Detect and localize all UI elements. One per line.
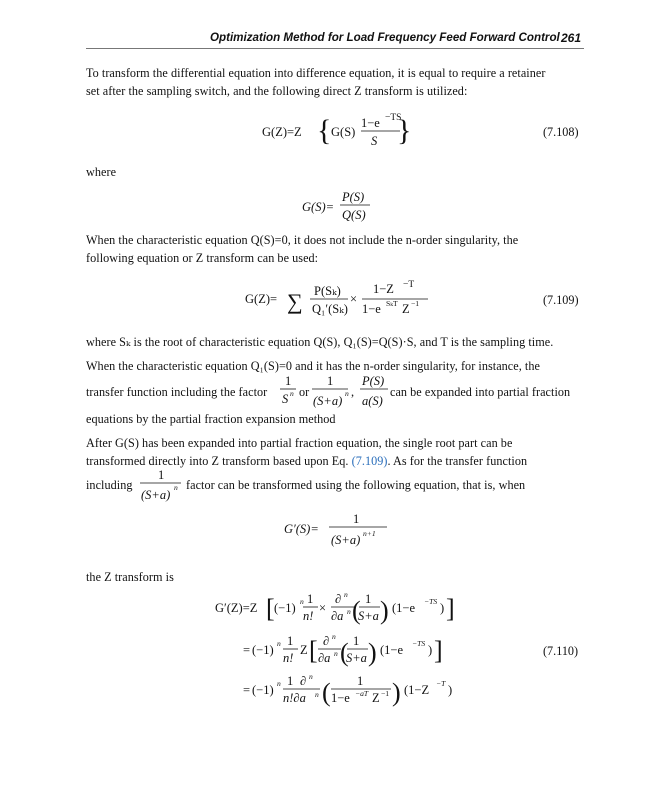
- factor4-den: (S+a): [141, 488, 171, 502]
- eq110-l1-open-paren: (: [352, 596, 361, 625]
- eq110-l1-close-bracket: ]: [446, 594, 455, 623]
- eq110-l2-partial-sup: n: [332, 632, 336, 641]
- eq110-l2-one: 1: [287, 634, 294, 648]
- eq110-l2-nsup: n: [277, 639, 281, 648]
- eq-gs-lhs: G(S)=: [302, 200, 335, 214]
- gprime-lhs: G′(S)=: [284, 522, 319, 536]
- factor2-den-sup: n: [345, 389, 349, 398]
- eq110-l3-den1: n!∂a: [283, 691, 306, 705]
- singularity-line-2-or: or: [299, 385, 310, 399]
- eq110-l2-neg1: (−1): [252, 643, 274, 657]
- gprime-num: 1: [353, 512, 360, 526]
- eq110-l3-frac-den-tail: Z: [372, 691, 380, 705]
- eq109-num2-sup: −T: [403, 280, 415, 290]
- char-eq-line-1: When the characteristic equation Q(S)=0, it does not include the n-order singularity, the: [86, 233, 519, 247]
- eq110-l1-partial-sup: n: [344, 590, 348, 599]
- eq110-l1-one: 1: [307, 592, 314, 606]
- eq109-den2-tail-sup: −1: [411, 299, 420, 308]
- eq110-l1-neg1: (−1): [274, 601, 296, 615]
- eq110-l2-close-bracket: ]: [434, 636, 443, 665]
- eq110-l2-tail-sup: −TS: [412, 639, 426, 648]
- eq110-l3-tail: (1−Z: [404, 683, 430, 697]
- intro-line-2: set after the sampling switch, and the following direct Z transform is utilized:: [86, 84, 468, 98]
- factor2-num: 1: [327, 374, 334, 388]
- eq110-l2-partial-den-sup: n: [334, 649, 338, 658]
- eq110-l3-neg1: (−1): [252, 683, 274, 697]
- eq110-l3-frac-num: 1: [357, 674, 364, 688]
- eq110-l2-z: Z: [300, 643, 308, 657]
- eq108-den: S: [371, 134, 378, 148]
- eq109-lhs: G(Z)=: [245, 292, 278, 306]
- eq108-close-brace: }: [397, 114, 412, 147]
- char-eq-line-2: following equation or Z transform can be used:: [86, 251, 319, 265]
- eq-label-7-109: (7.109): [543, 293, 579, 307]
- eq109-num2: 1−Z: [373, 282, 394, 296]
- intro-line-1: To transform the differential equation into difference equation, it is equal to require a retainer: [86, 66, 546, 80]
- eq110-l3-open-paren: (: [322, 678, 331, 707]
- factor1-den: S: [282, 392, 289, 406]
- roots-line: where Sₖ is the root of characteristic equation Q(S), Q₁(S)=Q(S)·S, and T is the sampling time.: [86, 335, 554, 349]
- eq110-l3-frac-den: 1−e: [331, 691, 350, 705]
- running-header-title: Optimization Method for Load Frequency Feed Forward Control: [210, 31, 560, 44]
- eq109-times: ×: [350, 292, 358, 306]
- eq-label-7-110: (7.110): [543, 644, 579, 658]
- eq110-l1-s-plus-a: S+a: [358, 609, 379, 623]
- eq108-lhs: G(Z)=Z: [262, 125, 302, 139]
- factor3-num: P(S): [362, 374, 385, 388]
- after-line-1: After G(S) has been expanded into partial fraction equation, the single root part can be: [86, 436, 513, 450]
- factor2-den: (S+a): [313, 394, 343, 408]
- eq108-gs: G(S): [331, 125, 356, 139]
- eq108-num-sup: −TS: [385, 113, 402, 123]
- page-number: 261: [561, 31, 582, 45]
- eq110-l2-open-paren: (: [340, 638, 349, 667]
- eq-gs-num: P(S): [342, 190, 365, 204]
- eq110-l2-nfact: n!: [283, 651, 294, 665]
- factor1-den-sup: n: [290, 389, 294, 398]
- eq109-num1: P(Sₖ): [314, 284, 341, 298]
- eq110-l3-frac-den-tail-sup: −1: [381, 689, 390, 698]
- eq110-l1-times: ×: [319, 601, 327, 615]
- eq110-l3-nsup: n: [277, 679, 281, 688]
- eq110-l1-tail-sup: −TS: [424, 597, 438, 606]
- eq110-l2-one-over: 1: [353, 634, 360, 648]
- eq110-l2-s-plus-a: S+a: [346, 651, 367, 665]
- factor3-den: a(S): [362, 394, 383, 408]
- eq110-l1-open-bracket: [: [266, 594, 275, 623]
- eq108-num: 1−e: [361, 116, 380, 130]
- eq110-l3-partial-sup: n: [309, 672, 313, 681]
- singularity-line-2a: transfer function including the factor: [86, 385, 268, 399]
- factor2-comma: ,: [351, 385, 355, 399]
- eq109-den2-tail: Z: [402, 302, 410, 316]
- factor4-num: 1: [158, 468, 165, 482]
- eq-gs-den: Q(S): [342, 208, 366, 222]
- eq110-l2-close-paren: ): [368, 638, 377, 667]
- after-line-2a: transformed directly into Z transform based upon Eq.: [86, 454, 349, 468]
- eq110-l1-tail-close: ): [440, 601, 445, 615]
- z-transform-label: the Z transform is: [86, 570, 174, 584]
- eq110-l1-partial-den: ∂a: [331, 609, 344, 623]
- eq110-l2-partial: ∂: [323, 634, 330, 648]
- eq110-l2-tail: (1−e: [380, 643, 404, 657]
- eq110-l3-partial: ∂: [300, 674, 307, 688]
- gprime-den-sup: n+1: [363, 529, 376, 538]
- eq109-sum: ∑: [287, 289, 303, 314]
- after-line-2b: . As for the transfer function: [387, 454, 528, 468]
- factor1-num: 1: [285, 374, 292, 388]
- eq110-l2-open-bracket: [: [309, 636, 318, 665]
- eq-label-7-108: (7.108): [543, 125, 579, 139]
- eq110-l3-one: 1: [287, 674, 294, 688]
- eq110-l3-tail-sup: −T: [436, 679, 446, 688]
- eq110-l2-eq: =: [243, 643, 251, 657]
- eq109-den2: 1−e: [362, 302, 381, 316]
- eq110-l3-eq: =: [243, 683, 251, 697]
- eq110-l1-lhs: G′(Z)=Z: [215, 601, 258, 615]
- eq110-l1-one-over: 1: [365, 592, 372, 606]
- eq110-l1-close-paren: ): [380, 596, 389, 625]
- where-label: where: [86, 165, 117, 179]
- eq110-l1-tail: (1−e: [392, 601, 416, 615]
- eq108-open-brace: {: [317, 114, 332, 147]
- eq110-l3-frac-den-sup: −aT: [355, 689, 369, 698]
- eq109-den1: Q₁′(Sₖ): [312, 302, 348, 316]
- eq110-l1-partial: ∂: [335, 592, 342, 606]
- singularity-line-1: When the characteristic equation Q₁(S)=0 and it has the n-order singularity, for instance, the: [86, 359, 540, 373]
- eq110-l1-nfact: n!: [303, 609, 314, 623]
- including-label: including: [86, 478, 133, 492]
- eq-7-109-reference-link[interactable]: (7.109): [351, 454, 388, 468]
- eq110-l2-tail-close: ): [428, 643, 433, 657]
- singularity-line-3: equations by the partial fraction expansion method: [86, 412, 336, 426]
- singularity-line-2b: can be expanded into partial fraction: [390, 385, 571, 399]
- eq109-den2-sup: SₖT: [386, 299, 398, 308]
- eq110-l3-close-paren: ): [392, 678, 401, 707]
- including-rest: factor can be transformed using the following equation, that is, when: [186, 478, 526, 492]
- eq110-l1-nsup: n: [300, 597, 304, 606]
- eq110-l3-tail-close: ): [448, 683, 453, 697]
- eq110-l2-partial-den: ∂a: [318, 651, 331, 665]
- factor4-den-sup: n: [174, 483, 178, 492]
- eq110-l1-partial-den-sup: n: [347, 607, 351, 616]
- gprime-den: (S+a): [331, 533, 361, 547]
- eq110-l3-den1-sup: n: [315, 690, 319, 699]
